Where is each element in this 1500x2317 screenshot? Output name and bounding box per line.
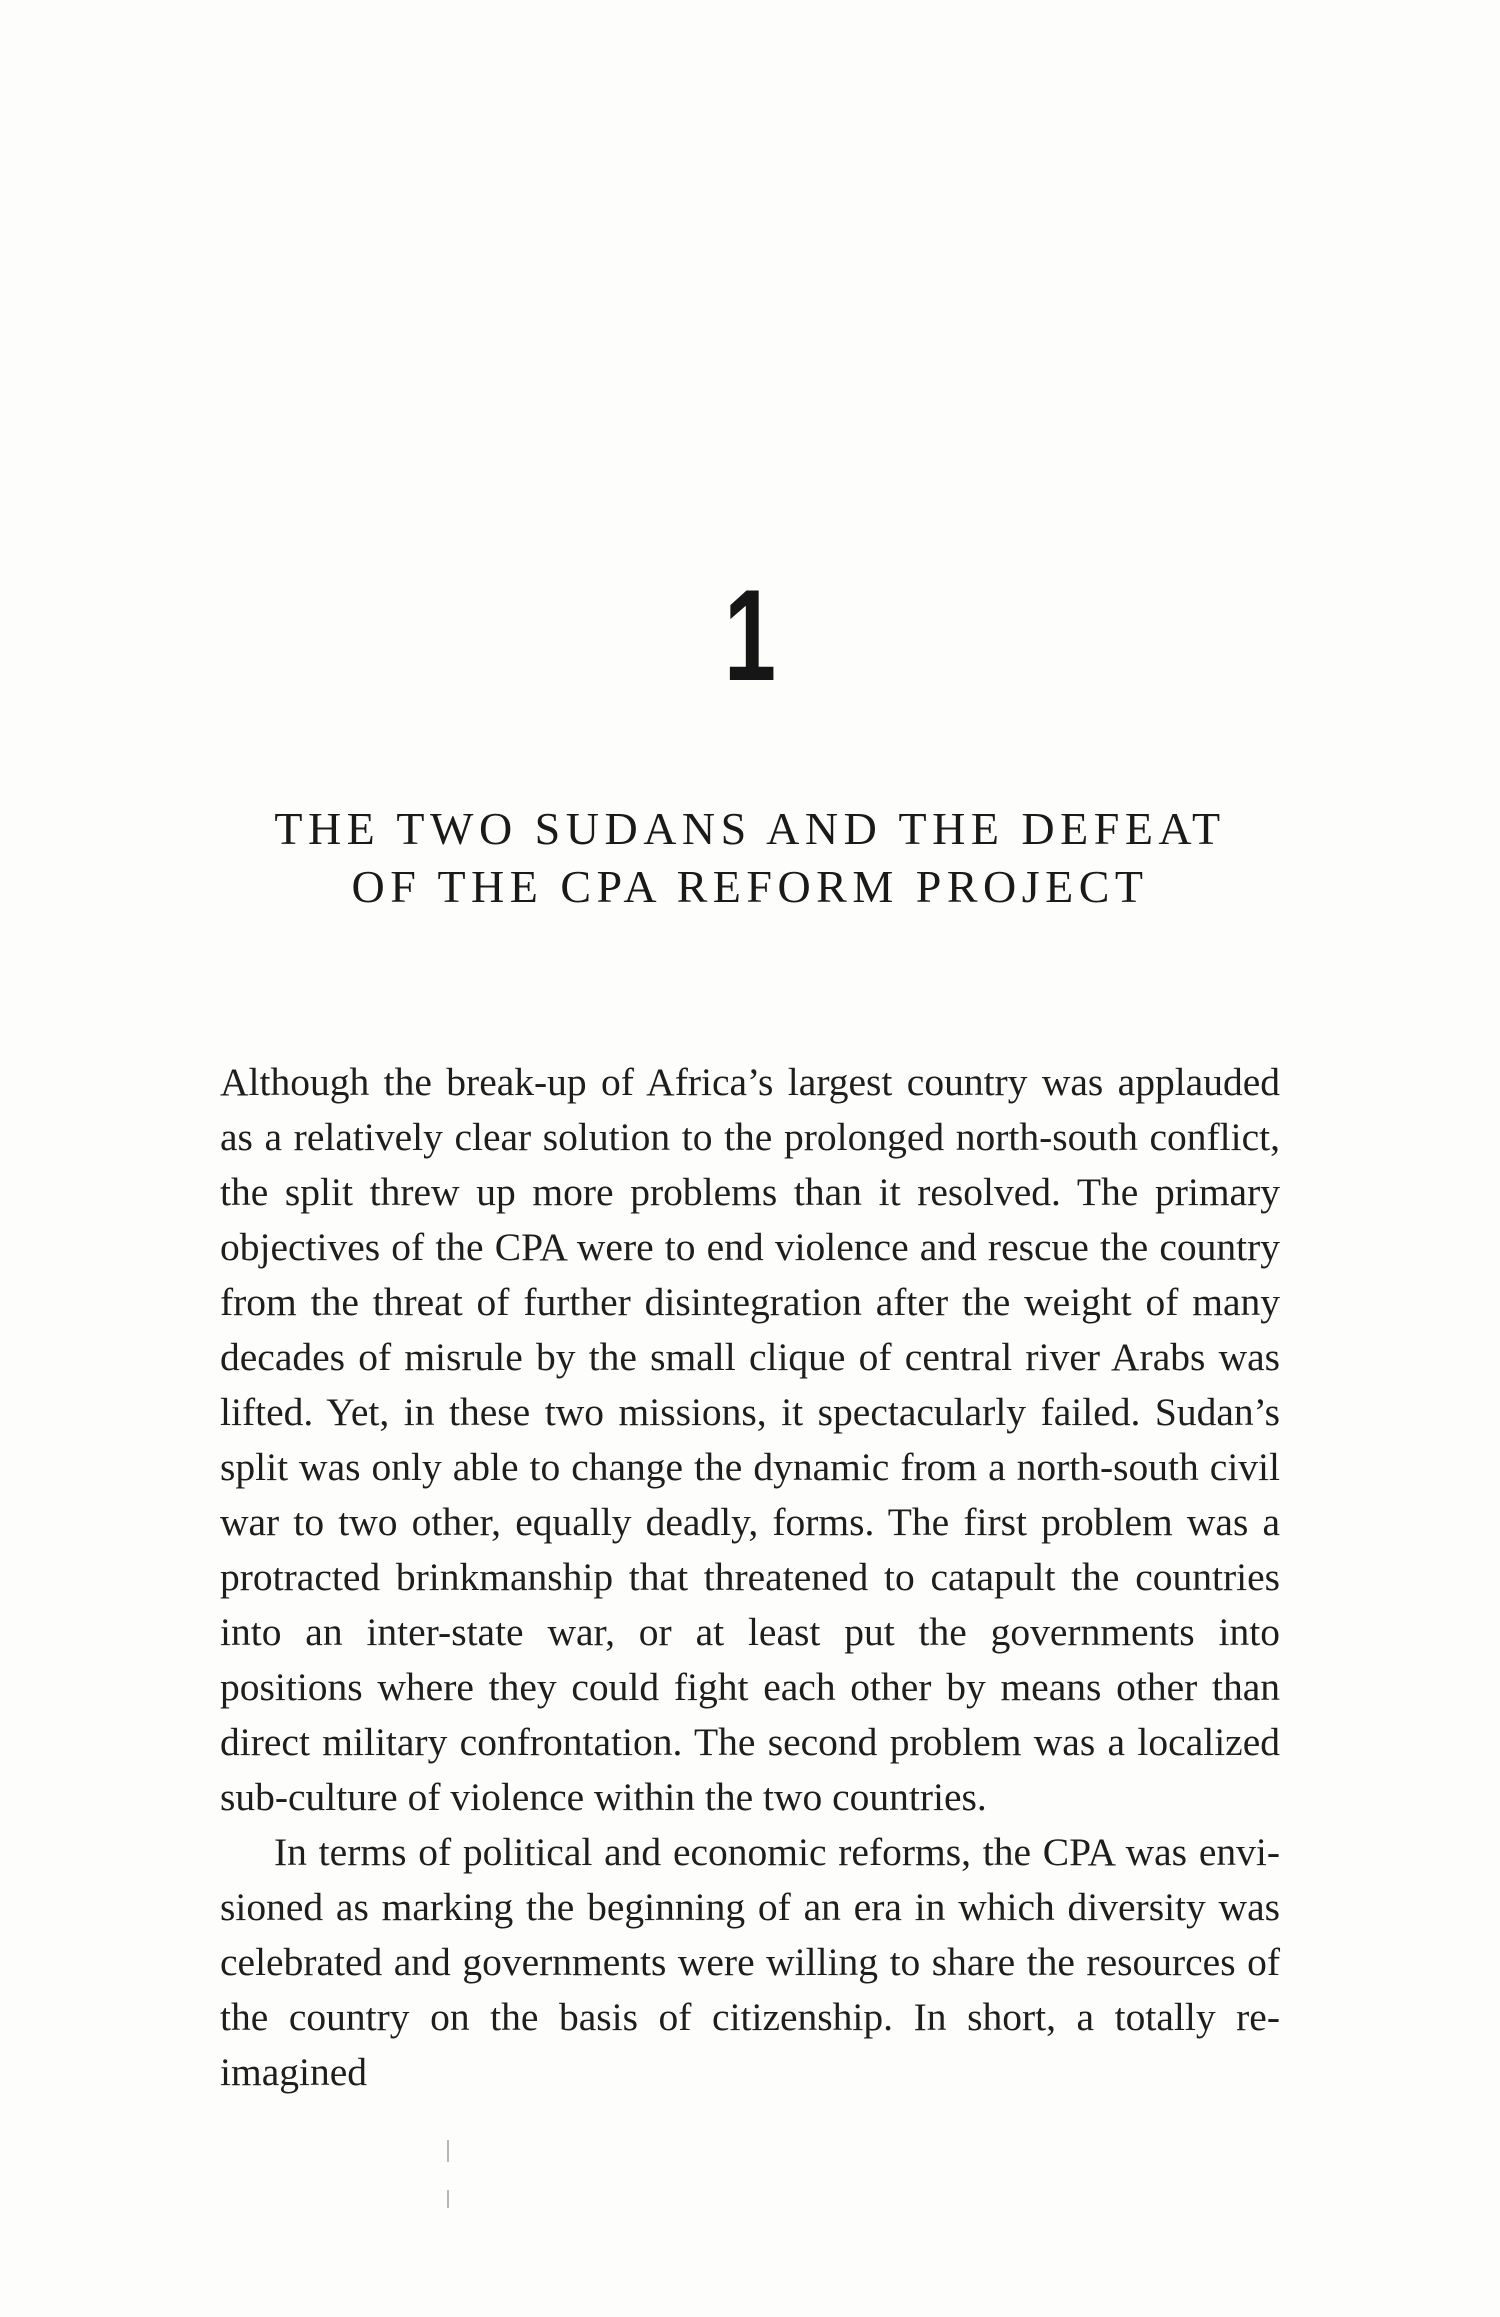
scan-mark [447, 2190, 449, 2208]
body-text [220, 1055, 1280, 2100]
paragraph-1: Although the break-up of Africa’s largest country was applauded as a relatively clear solution to the prolonged north-south conflict, the split threw up more problems than it resolved. The primary objectives of the CPA were to end violence and rescue the country from the threat of further disintegration after the weight of many decades of misrule by the small clique of central river Arabs was lifted. Yet, in these two missions, it spectacularly failed. Sudan’s split was only able to change the dynamic from a north-south civil war to two other, equally deadly, forms. The first problem was a protracted brinkmanship that threatened to catapult the countries into an inter-state war, or at least put the governments into positions where they could fight each other by means other than direct military confrontation. The second problem was a localized sub-culture of violence within the two countries. [220, 1060, 1280, 1819]
chapter-title-line-1: THE TWO SUDANS AND THE DEFEAT [274, 803, 1226, 854]
chapter-title-line-2: OF THE CPA REFORM PROJECT [351, 861, 1149, 912]
scan-mark [447, 2140, 449, 2162]
paragraph-2: In terms of political and economic reforms, the CPA was envisioned as marking the beginning of an era in which diversity was celebrated and governments were willing to share the resources of the country on the basis of citizenship. In short, a totally re-imagined [220, 1830, 1280, 2094]
chapter-title [0, 800, 1500, 916]
chapter-number: 1 [723, 562, 777, 708]
